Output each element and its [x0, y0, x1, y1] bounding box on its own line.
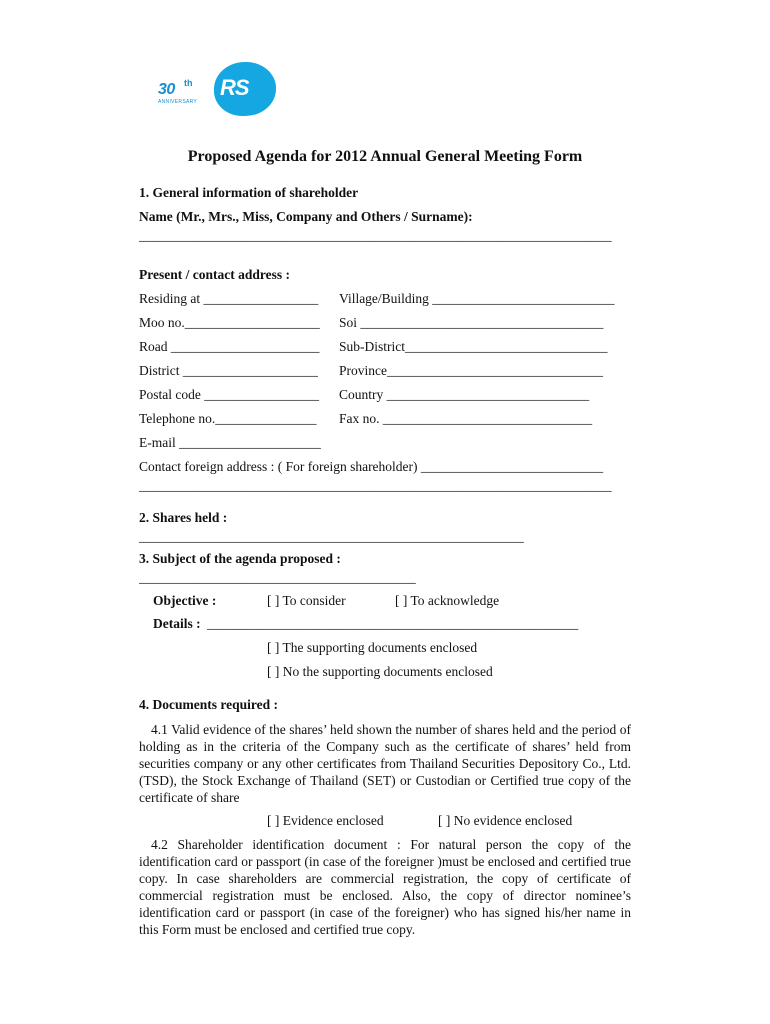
option-docs-not-enclosed[interactable]: [ ] No the supporting documents enclosed [267, 664, 493, 679]
option-no-evidence[interactable]: [ ] No evidence enclosed [438, 813, 573, 828]
shares-held-field[interactable]: _________________________________________________________ [139, 529, 524, 544]
option-evidence-enclosed[interactable]: [ ] Evidence enclosed [267, 813, 384, 828]
option-docs-enclosed[interactable]: [ ] The supporting documents enclosed [267, 640, 478, 655]
item-4-2-text: 4.2 Shareholder identification document : For natural person the copy of the identification card or passport (in case of the foreigner )must be enclosed and certified true copy. In case shareholders are commercial registration, the copy of certificate of commercial registration must be enclosed. Also, the copy of director nominee’s identification card or passport (in case of the foreigner) who has signed his/her name in this Form must be enclosed and certified true copy. [139, 837, 631, 937]
province-field[interactable]: Province________________________________ [339, 363, 603, 378]
country-field[interactable]: Country ______________________________ [339, 387, 590, 402]
subdistrict-field[interactable]: Sub-District______________________________ [339, 339, 608, 354]
name-label: Name (Mr., Mrs., Miss, Company and Others / Surname): [139, 209, 473, 224]
district-field[interactable]: District ____________________ [139, 363, 318, 378]
email-field[interactable]: E-mail _____________________ [139, 435, 321, 450]
option-to-consider[interactable]: [ ] To consider [267, 593, 346, 608]
option-to-acknowledge[interactable]: [ ] To acknowledge [395, 593, 500, 608]
logo-brand: RS [220, 75, 249, 100]
logo-anniversary-word: ANNIVERSARY [158, 99, 198, 105]
address-heading: Present / contact address : [139, 267, 290, 282]
name-field[interactable]: ______________________________________________________________________ [139, 228, 612, 243]
form-title: Proposed Agenda for 2012 Annual General Meeting Form [187, 148, 583, 165]
logo-anniversary-suffix: th [184, 78, 193, 88]
village-field[interactable]: Village/Building ___________________________ [339, 291, 615, 306]
objective-label: Objective : [153, 593, 217, 608]
telephone-field[interactable]: Telephone no._______________ [139, 411, 317, 426]
section1-heading: 1. General information of shareholder [139, 185, 359, 200]
logo-anniversary-number: 30 [158, 81, 175, 98]
road-field[interactable]: Road ______________________ [139, 339, 320, 354]
section3-heading: 3. Subject of the agenda proposed : [139, 551, 341, 566]
moo-field[interactable]: Moo no.____________________ [139, 315, 320, 330]
details-label: Details : [153, 616, 201, 631]
details-field[interactable]: _______________________________________________________ [207, 616, 579, 631]
postal-code-field[interactable]: Postal code _________________ [139, 387, 319, 402]
item-4-1-text: 4.1 Valid evidence of the shares’ held shown the number of shares held and the period of holding as in the criteria of the Company such as the certificate of shares’ held from securities company or any other certificates from Thailand Securities Depository Co., Ltd. (TSD), the Stock Exchange of Thailand (SET) or Custodian or Certified true copy of the certificate of share [139, 722, 631, 805]
agenda-subject-field[interactable]: _________________________________________ [139, 570, 416, 585]
fax-field[interactable]: Fax no. _______________________________ [339, 411, 593, 426]
soi-field[interactable]: Soi ____________________________________ [339, 315, 604, 330]
section2-heading: 2. Shares held : [139, 510, 228, 525]
company-logo [156, 60, 280, 118]
foreign-address-line[interactable]: ______________________________________________________________________ [139, 478, 612, 493]
section4-heading: 4. Documents required : [139, 697, 278, 712]
foreign-address-field[interactable]: Contact foreign address : ( For foreign shareholder) ___________________________ [139, 459, 604, 474]
residing-field[interactable]: Residing at _________________ [139, 291, 319, 306]
